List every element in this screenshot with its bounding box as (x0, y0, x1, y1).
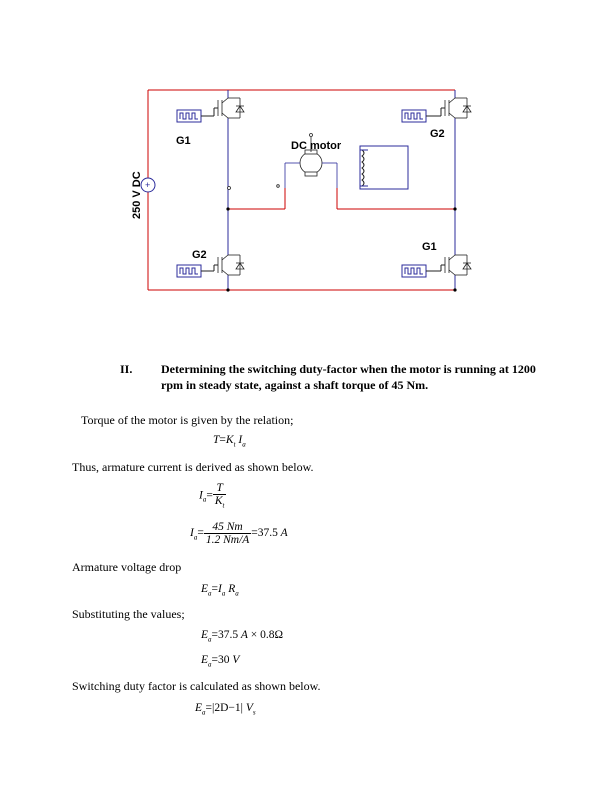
voltage-drop-substituted-equation: $E_a=37.5$ A × 0.8Ω (201, 629, 284, 644)
switch-bottom-right (445, 255, 471, 275)
source-label: 250 V DC (131, 171, 143, 219)
switch-top-left (218, 98, 244, 118)
circuit-diagram (0, 0, 612, 320)
gate-generator-bl (177, 265, 218, 277)
duty-intro: Switching duty factor is calculated as shown below. (72, 679, 321, 693)
gate-label-br: G1 (422, 241, 437, 253)
motor-label: DC motor (291, 140, 342, 152)
section-number: II. (120, 362, 133, 376)
current-value-equation: $I_a=$ $\frac{45 Nm}{1.2 Nm/A}$ =37.5 A (190, 521, 288, 546)
substitute-intro: Substituting the values; (72, 607, 185, 621)
current-intro: Thus, armature current is derived as shown below. (72, 460, 314, 474)
gate-label-tl: G1 (176, 135, 191, 147)
svg-text:+: + (145, 180, 151, 190)
switch-top-right (445, 98, 471, 118)
gate-generator-tr (402, 108, 445, 122)
torque-intro: Torque of the motor is given by the relation; (81, 413, 294, 427)
voltage-drop-value-equation: $E_a=30$ V (201, 654, 240, 669)
torque-equation: $T=K_t$ $I_a$ (213, 434, 246, 449)
switch-bottom-left (218, 255, 244, 275)
section-title-line-1: Determining the switching duty-factor when the motor is running at 1200 (161, 362, 536, 376)
dc-source (141, 178, 155, 192)
voltage-drop-intro: Armature voltage drop (72, 560, 182, 574)
voltage-drop-equation: $E_a=I_a$ $R_a$ (201, 583, 239, 598)
duty-factor-equation: $E_a=|2D-1|$ $V_s$ (195, 702, 256, 717)
gate-label-tr: G2 (430, 128, 445, 140)
gate-generator-br (402, 265, 445, 277)
section-title-line-2: rpm in steady state, against a shaft torque of 45 Nm. (161, 378, 429, 392)
gate-label-bl: G2 (192, 249, 207, 261)
current-definition-equation: $I_a=$ $\frac{T}{K_t}$ (199, 482, 225, 510)
section-title (161, 361, 536, 393)
field-winding (360, 146, 408, 189)
gate-generator-tl (177, 108, 218, 122)
